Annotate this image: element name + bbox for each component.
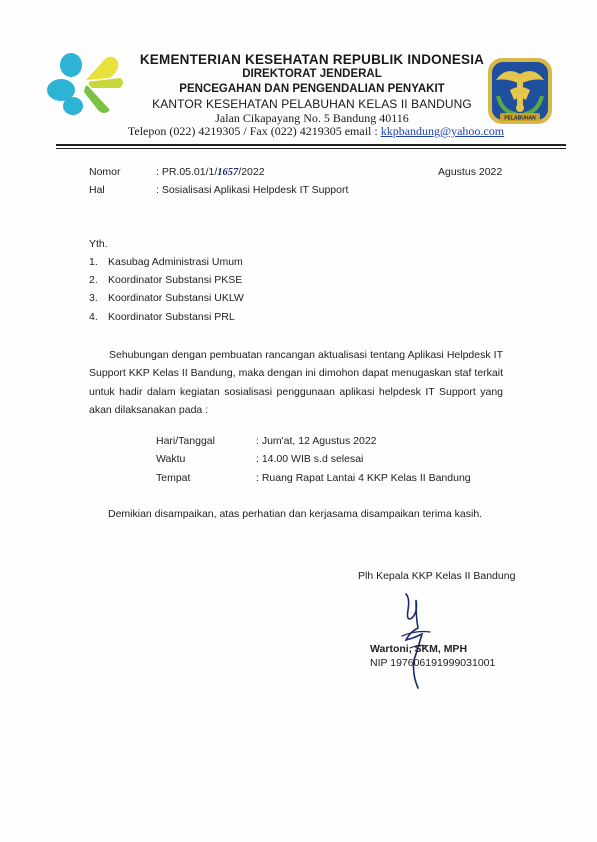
letter-date: Agustus 2022 <box>438 166 503 178</box>
letterhead-office: KANTOR KESEHATAN PELABUHAN KELAS II BANDUNG <box>152 97 472 111</box>
recipient-name: Koordinator Substansi PKSE <box>108 274 243 286</box>
detail-value-date: : Jum'at, 12 Agustus 2022 <box>256 435 377 447</box>
recipient-name: Kasubag Administrasi Umum <box>108 256 243 268</box>
letterhead-address: Jalan Cikapayang No. 5 Bandung 40116 <box>215 111 409 125</box>
recipient-number: 2. <box>89 274 98 286</box>
detail-label-place: Tempat <box>156 472 191 484</box>
recipient-number: 1. <box>89 256 98 268</box>
detail-label-date: Hari/Tanggal <box>156 435 215 447</box>
port-health-seal-icon <box>486 56 554 126</box>
nomor-label: Nomor <box>89 166 121 178</box>
letterhead-ministry: KEMENTERIAN KESEHATAN REPUBLIK INDONESIA <box>139 52 485 67</box>
letterhead-rule-thin <box>56 148 566 149</box>
recipient-number: 4. <box>89 311 98 323</box>
body-paragraph-text: Sehubungan dengan pembuatan rancangan aktualisasi tentang Aplikasi Helpdesk IT Support KKP Kelas II Bandung, maka dengan ini dimohon dapat menugaskan staf terkait untuk hadir dalam kegiatan sosialisasi penggunaan aplikasi helpdesk IT Support yang akan dilaksanakan pada : <box>89 349 503 417</box>
greeting: Yth. <box>89 238 108 250</box>
hal-label: Hal <box>89 184 105 196</box>
signatory-nip: NIP 197606191999031001 <box>370 657 496 669</box>
letterhead-division: PENCEGAHAN DAN PENGENDALIAN PENYAKIT <box>179 83 445 95</box>
hal-value: : Sosialisasi Aplikasi Helpdesk IT Support <box>156 184 349 196</box>
letterhead-directorate: DIREKTORAT JENDERAL <box>242 68 382 80</box>
signatory-position: Plh Kepala KKP Kelas II Bandung <box>358 570 516 582</box>
body-paragraph <box>89 346 503 420</box>
closing-sentence: Demikian disampaikan, atas perhatian dan kerjasama disampaikan terima kasih. <box>108 508 483 520</box>
recipient-name: Koordinator Substansi PRL <box>108 311 235 323</box>
detail-value-place: : Ruang Rapat Lantai 4 KKP Kelas II Bandung <box>256 472 471 484</box>
nomor-handwritten: 1657 <box>217 167 239 178</box>
nomor-prefix: : PR.05.01/1/ <box>156 166 218 178</box>
contact-email-link[interactable]: kkpbandung@yahoo.com <box>380 124 505 138</box>
svg-text:PELABUHAN: PELABUHAN <box>504 115 536 122</box>
nomor-value <box>156 166 265 178</box>
recipient-number: 3. <box>89 292 98 304</box>
signatory-name: Wartoni, SKM, MPH <box>370 643 468 655</box>
letterhead-contact <box>126 124 506 139</box>
handwritten-signature-icon <box>396 588 436 692</box>
nomor-suffix: /2022 <box>238 166 265 178</box>
kemenkes-logo-icon <box>46 48 128 116</box>
contact-phone-fax: Telepon (022) 4219305 / Fax (022) 4219305 email : <box>127 124 381 138</box>
recipient-name: Koordinator Substansi UKLW <box>108 292 244 304</box>
detail-label-time: Waktu <box>156 453 186 465</box>
detail-value-time: : 14.00 WIB s.d selesai <box>256 453 364 465</box>
letterhead-rule-thick <box>56 144 566 146</box>
